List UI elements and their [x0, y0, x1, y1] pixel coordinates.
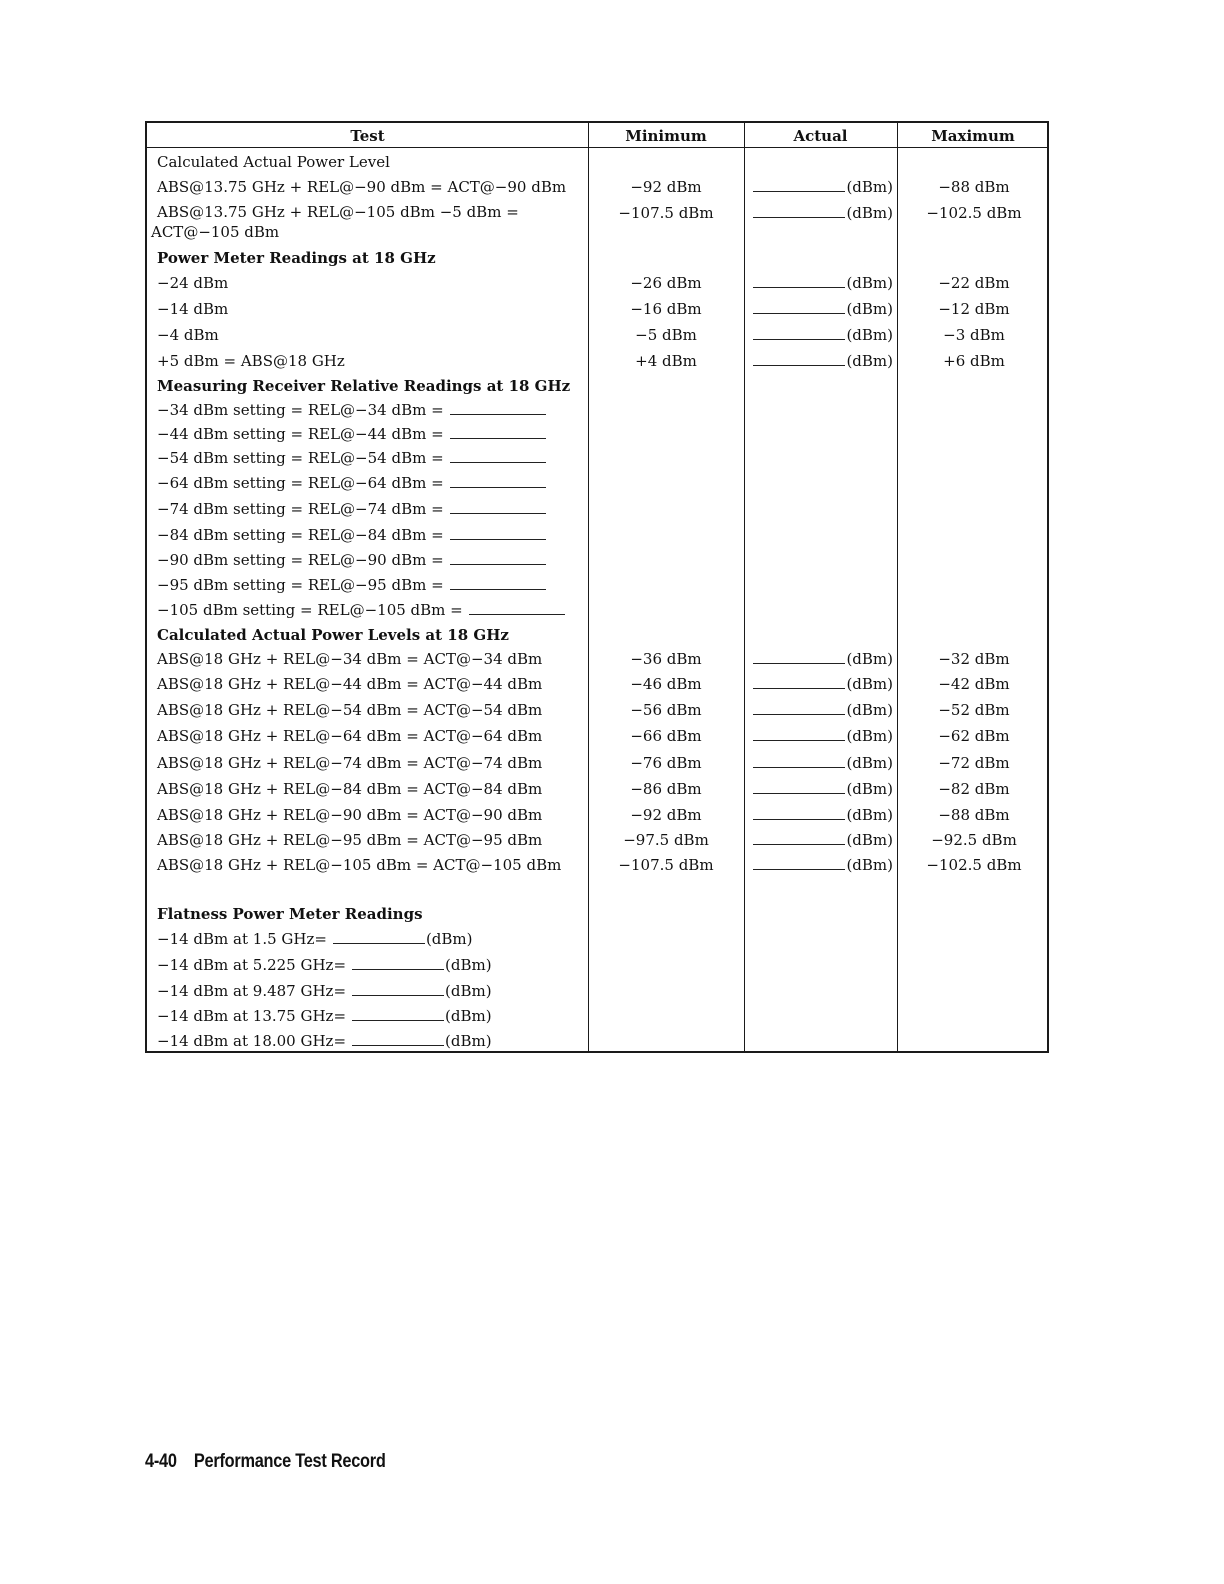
actual-unit: (dBm) [846, 352, 893, 370]
actual-unit: (dBm) [846, 300, 893, 318]
flatness-unit: (dBm) [445, 1032, 492, 1050]
test-description: ABS@18 GHz + REL@−34 dBm = ACT@−34 dBm [157, 650, 543, 668]
table-row [147, 673, 1047, 695]
relative-reading [157, 549, 547, 571]
flatness-unit: (dBm) [445, 956, 492, 974]
test-description: ABS@18 GHz + REL@−84 dBm = ACT@−84 dBm [157, 780, 543, 798]
table-row [147, 752, 1047, 774]
actual-entry [751, 648, 893, 670]
test-description: −4 dBm [157, 326, 219, 344]
relative-reading-label: −44 dBm setting = REL@−44 dBm = [157, 425, 444, 443]
section-heading: Calculated Actual Power Levels at 18 GHz [157, 626, 509, 644]
flatness-reading-blank[interactable] [352, 955, 444, 970]
relative-reading [157, 599, 566, 621]
minimum-value: −92 dBm [630, 178, 702, 196]
relative-reading-label: −34 dBm setting = REL@−34 dBm = [157, 401, 444, 419]
flatness-reading-label: −14 dBm at 1.5 GHz= [157, 930, 327, 948]
test-description: −14 dBm [157, 300, 229, 318]
minimum-value: −46 dBm [630, 675, 702, 693]
actual-entry [751, 202, 893, 224]
test-description: ABS@18 GHz + REL@−44 dBm = ACT@−44 dBm [157, 675, 543, 693]
relative-reading-row [147, 447, 1047, 469]
header-maximum: Maximum [931, 127, 1015, 145]
actual-unit: (dBm) [846, 701, 893, 719]
maximum-value: −3 dBm [943, 326, 1005, 344]
actual-unit: (dBm) [846, 780, 893, 798]
section-heading: Calculated Actual Power Level [157, 153, 390, 171]
test-description: ABS@18 GHz + REL@−95 dBm = ACT@−95 dBm [157, 831, 543, 849]
relative-reading-label: −84 dBm setting = REL@−84 dBm = [157, 526, 444, 544]
test-description: +5 dBm = ABS@18 GHz [157, 352, 345, 370]
relative-reading-row [147, 574, 1047, 596]
maximum-value: −72 dBm [938, 754, 1010, 772]
actual-unit: (dBm) [846, 204, 893, 222]
actual-blank[interactable] [753, 855, 845, 870]
section-heading-row [147, 903, 1047, 925]
flatness-unit: (dBm) [425, 930, 473, 948]
flatness-unit: (dBm) [445, 982, 492, 1000]
test-description: ABS@18 GHz + REL@−54 dBm = ACT@−54 dBm [157, 701, 543, 719]
relative-reading-blank[interactable] [450, 575, 546, 590]
relative-reading-row [147, 498, 1047, 520]
flatness-reading-row [147, 1005, 1047, 1027]
maximum-value: +6 dBm [943, 352, 1005, 370]
test-description: ABS@18 GHz + REL@−74 dBm = ACT@−74 dBm [157, 754, 543, 772]
relative-reading-label: −74 dBm setting = REL@−74 dBm = [157, 500, 444, 518]
actual-blank[interactable] [753, 325, 845, 340]
maximum-value: −42 dBm [938, 675, 1010, 693]
minimum-value: −5 dBm [635, 326, 697, 344]
table-row [147, 298, 1047, 320]
table-row [147, 176, 1047, 198]
relative-reading-label: −64 dBm setting = REL@−64 dBm = [157, 474, 444, 492]
minimum-value: −86 dBm [630, 780, 702, 798]
maximum-value: −82 dBm [938, 780, 1010, 798]
actual-blank[interactable] [753, 674, 845, 689]
table-row [147, 829, 1047, 851]
minimum-value: −36 dBm [630, 650, 702, 668]
header-minimum: Minimum [625, 127, 707, 145]
actual-unit: (dBm) [846, 274, 893, 292]
relative-reading-label: −95 dBm setting = REL@−95 dBm = [157, 576, 444, 594]
minimum-value: −107.5 dBm [618, 856, 714, 874]
actual-unit: (dBm) [846, 856, 893, 874]
flatness-reading-blank[interactable] [352, 981, 444, 996]
relative-reading-row [147, 524, 1047, 546]
test-description: ABS@18 GHz + REL@−105 dBm = ACT@−105 dBm [157, 856, 562, 874]
page-number: 4-40 [145, 1451, 177, 1472]
actual-blank[interactable] [753, 779, 845, 794]
actual-unit: (dBm) [846, 831, 893, 849]
relative-reading [157, 524, 547, 546]
actual-unit: (dBm) [846, 675, 893, 693]
actual-entry [751, 298, 893, 320]
actual-blank[interactable] [753, 299, 845, 314]
relative-reading-blank[interactable] [450, 424, 546, 439]
actual-unit: (dBm) [846, 326, 893, 344]
actual-entry [751, 673, 893, 695]
table-row [147, 778, 1047, 800]
actual-blank[interactable] [753, 649, 845, 664]
actual-blank[interactable] [753, 830, 845, 845]
actual-entry [751, 829, 893, 851]
minimum-value: −56 dBm [630, 701, 702, 719]
relative-reading-row [147, 399, 1047, 421]
relative-reading [157, 574, 547, 596]
actual-entry [751, 699, 893, 721]
actual-entry [751, 272, 893, 294]
maximum-value: −62 dBm [938, 727, 1010, 745]
relative-reading-blank[interactable] [450, 448, 546, 463]
section-heading: Flatness Power Meter Readings [157, 905, 423, 923]
flatness-reading [157, 1005, 492, 1027]
actual-blank[interactable] [753, 805, 845, 820]
test-description: ABS@18 GHz + REL@−90 dBm = ACT@−90 dBm [157, 806, 543, 824]
maximum-value: −102.5 dBm [926, 856, 1022, 874]
flatness-unit: (dBm) [445, 1007, 492, 1025]
maximum-value: −52 dBm [938, 701, 1010, 719]
actual-entry [751, 804, 893, 826]
actual-entry [751, 176, 893, 198]
flatness-reading-label: −14 dBm at 18.00 GHz= [157, 1032, 347, 1050]
actual-entry [751, 324, 893, 346]
flatness-reading-row [147, 954, 1047, 976]
relative-reading-label: −105 dBm setting = REL@−105 dBm = [157, 601, 463, 619]
maximum-value: −32 dBm [938, 650, 1010, 668]
relative-reading [157, 498, 547, 520]
flatness-reading-row [147, 928, 1047, 950]
actual-entry [751, 778, 893, 800]
table-row [147, 804, 1047, 826]
header-test: Test [350, 127, 385, 145]
maximum-value: −88 dBm [938, 806, 1010, 824]
relative-reading-blank[interactable] [450, 550, 546, 565]
actual-unit: (dBm) [846, 806, 893, 824]
actual-blank[interactable] [753, 203, 845, 218]
table-row [147, 324, 1047, 346]
minimum-value: −76 dBm [630, 754, 702, 772]
actual-blank[interactable] [753, 351, 845, 366]
flatness-reading-label: −14 dBm at 5.225 GHz= [157, 956, 347, 974]
table-row [147, 272, 1047, 294]
flatness-reading-blank[interactable] [352, 1031, 444, 1046]
actual-blank[interactable] [753, 273, 845, 288]
actual-blank[interactable] [753, 753, 845, 768]
maximum-value: −88 dBm [938, 178, 1010, 196]
maximum-value: −12 dBm [938, 300, 1010, 318]
header-actual: Actual [793, 127, 848, 145]
actual-blank[interactable] [753, 177, 845, 192]
relative-reading-row [147, 472, 1047, 494]
actual-blank[interactable] [753, 700, 845, 715]
table-row [147, 648, 1047, 670]
actual-blank[interactable] [753, 726, 845, 741]
test-description-line-2: ACT@−105 dBm [151, 223, 280, 241]
relative-reading-row [147, 549, 1047, 571]
flatness-reading-blank[interactable] [352, 1006, 444, 1021]
section-heading-row [147, 151, 1047, 173]
relative-reading [157, 423, 547, 445]
actual-entry [751, 854, 893, 876]
test-record-table [145, 121, 1049, 1053]
minimum-value: −92 dBm [630, 806, 702, 824]
relative-reading-row [147, 423, 1047, 445]
relative-reading-row [147, 599, 1047, 621]
section-heading-row [147, 624, 1047, 646]
relative-reading [157, 447, 547, 469]
flatness-reading-row [147, 980, 1047, 1002]
relative-reading [157, 399, 547, 421]
test-description: ABS@13.75 GHz + REL@−90 dBm = ACT@−90 dBm [157, 178, 567, 196]
test-description-line-1: ABS@13.75 GHz + REL@−105 dBm −5 dBm = [157, 203, 519, 221]
relative-reading [157, 472, 547, 494]
minimum-value: +4 dBm [635, 352, 697, 370]
actual-entry [751, 350, 893, 372]
minimum-value: −66 dBm [630, 727, 702, 745]
relative-reading-blank[interactable] [450, 525, 546, 540]
actual-unit: (dBm) [846, 727, 893, 745]
test-description: ABS@18 GHz + REL@−64 dBm = ACT@−64 dBm [157, 727, 543, 745]
section-heading-row [147, 375, 1047, 397]
minimum-value: −26 dBm [630, 274, 702, 292]
actual-entry [751, 752, 893, 774]
flatness-reading [157, 980, 492, 1002]
header-rule [147, 147, 1047, 148]
actual-unit: (dBm) [846, 754, 893, 772]
relative-reading-label: −54 dBm setting = REL@−54 dBm = [157, 449, 444, 467]
flatness-reading-row [147, 1030, 1047, 1052]
table-row [147, 699, 1047, 721]
maximum-value: −102.5 dBm [926, 204, 1022, 222]
relative-reading-blank[interactable] [450, 473, 546, 488]
table-row [147, 725, 1047, 747]
flatness-reading [157, 928, 473, 950]
footer-section-title: Performance Test Record [193, 1451, 386, 1472]
test-description [151, 202, 577, 242]
section-heading: Power Meter Readings at 18 GHz [157, 249, 436, 267]
relative-reading-label: −90 dBm setting = REL@−90 dBm = [157, 551, 444, 569]
relative-reading-blank[interactable] [450, 499, 546, 514]
table-row [147, 202, 1047, 246]
flatness-reading-blank[interactable] [333, 929, 425, 944]
flatness-reading-label: −14 dBm at 9.487 GHz= [157, 982, 347, 1000]
section-heading-row [147, 247, 1047, 269]
minimum-value: −97.5 dBm [623, 831, 709, 849]
maximum-value: −22 dBm [938, 274, 1010, 292]
page-footer [145, 1448, 386, 1476]
minimum-value: −16 dBm [630, 300, 702, 318]
test-description: −24 dBm [157, 274, 229, 292]
relative-reading-blank[interactable] [469, 600, 565, 615]
flatness-reading-label: −14 dBm at 13.75 GHz= [157, 1007, 347, 1025]
flatness-reading [157, 954, 492, 976]
table-row [147, 854, 1047, 876]
flatness-reading [157, 1030, 492, 1052]
minimum-value: −107.5 dBm [618, 204, 714, 222]
actual-entry [751, 725, 893, 747]
relative-reading-blank[interactable] [450, 400, 546, 415]
maximum-value: −92.5 dBm [931, 831, 1017, 849]
table-row [147, 350, 1047, 372]
section-heading: Measuring Receiver Relative Readings at 18 GHz [157, 377, 571, 395]
actual-unit: (dBm) [846, 178, 893, 196]
actual-unit: (dBm) [846, 650, 893, 668]
